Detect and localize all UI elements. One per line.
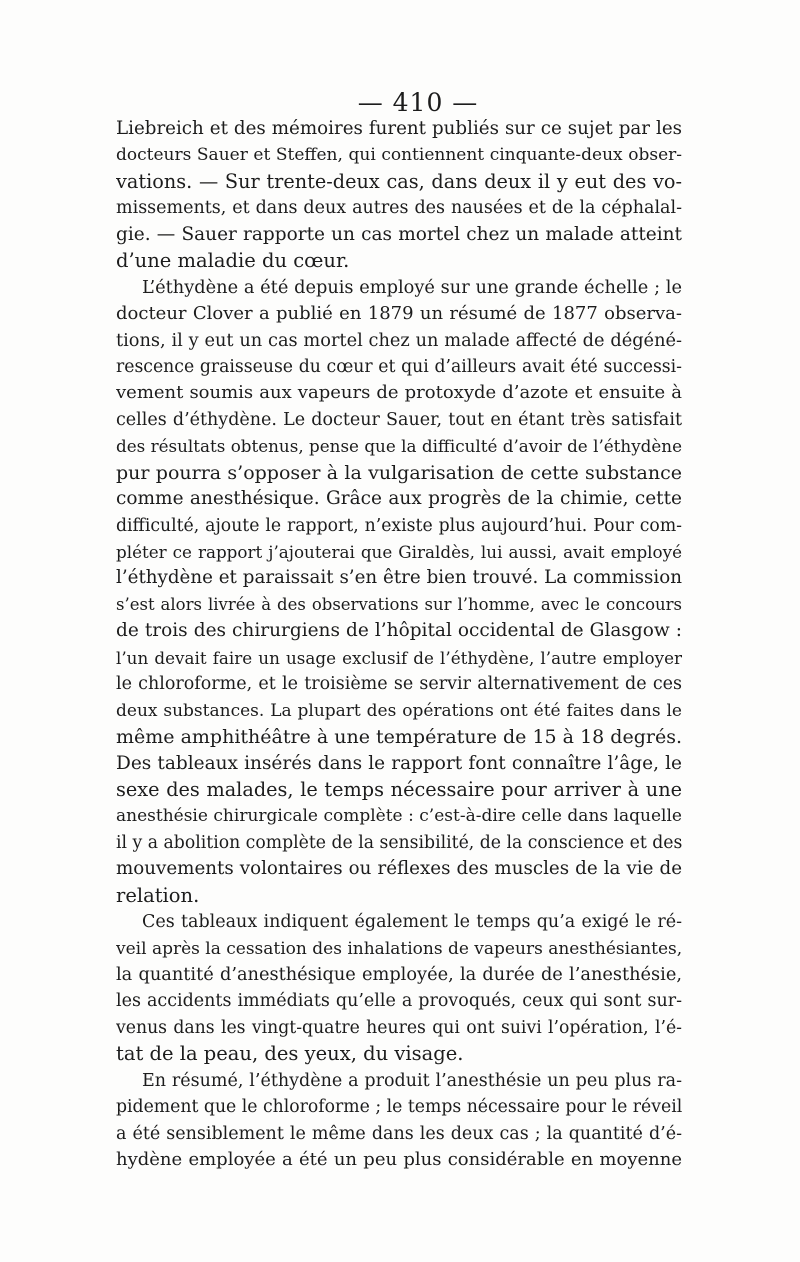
text-line: veil après la cessation des inhalations de vapeurs anesthésiantes,	[116, 938, 682, 959]
text-line: sexe des malades, le temps nécessaire pour arriver à une	[116, 777, 682, 801]
text-line: la quantité d’anesthésique employée, la durée de l’anesthésie,	[116, 965, 682, 985]
text-line: tions, il y eut un cas mortel chez un malade affecté de dégéné-	[116, 330, 682, 351]
text-line: relation.	[116, 883, 200, 907]
text-line: il y a abolition complète de la sensibilité, de la conscience et des	[116, 832, 682, 853]
text-line: Des tableaux insérés dans le rapport font connaître l’âge, le	[116, 752, 682, 774]
text-line: deux substances. La plupart des opérations ont été faites dans le	[116, 700, 682, 721]
text-line: L’éthydène a été depuis employé sur une grande échelle ; le	[142, 277, 682, 298]
text-line: des résultats obtenus, pense que la difficulté d’avoir de l’éthydène	[116, 436, 682, 457]
text-line: En résumé, l’éthydène a produit l’anesthésie un peu plus ra-	[142, 1070, 682, 1091]
text-line: hydène employée a été un peu plus considérable en moyenne	[116, 1149, 682, 1171]
text-line: pur pourra s’opposer à la vulgarisation de cette substance	[116, 461, 682, 484]
text-line: les accidents immédiats qu’elle a provoqués, ceux qui sont sur-	[116, 991, 682, 1012]
text-line: le chloroforme, et le troisième se servir alternativement de ces	[116, 674, 682, 695]
text-line: celles d’éthydène. Le docteur Sauer, tout en étant très satisfait	[116, 409, 682, 430]
text-line: Liebreich et des mémoires furent publiés sur ce sujet par les	[116, 118, 682, 139]
text-line: pléter ce rapport j’ajouterai que Giraldès, lui aussi, avait employé	[116, 542, 682, 562]
page-number: — 410 —	[357, 88, 479, 117]
text-line: même amphithéâtre à une température de 15 à 18 degrés.	[116, 726, 682, 749]
text-line: s’est alors livrée à des observations sur l’homme, avec le concours	[116, 594, 682, 614]
text-line: a été sensiblement le même dans les deux cas ; la quantité d’é-	[116, 1123, 682, 1144]
text-line: mouvements volontaires ou réflexes des muscles de la vie de	[116, 858, 682, 880]
text-line: rescence graisseuse du cœur et qui d’ailleurs avait été successi-	[116, 356, 682, 377]
text-line: venus dans les vingt-quatre heures qui ont suivi l’opération, l’é-	[116, 1017, 682, 1038]
text-line: vations. — Sur trente-deux cas, dans deux il y eut des vo-	[116, 169, 682, 193]
text-line: docteurs Sauer et Steffen, qui contiennent cinquante-deux obser-	[116, 145, 682, 166]
text-line: gie. — Sauer rapporte un cas mortel chez un malade atteint	[116, 223, 682, 245]
text-line: de trois des chirurgiens de l’hôpital occidental de Glasgow :	[116, 620, 682, 642]
body-text	[116, 116, 682, 1174]
text-line: difficulté, ajoute le rapport, n’existe plus aujourd’hui. Pour com-	[116, 515, 682, 536]
text-line: l’éthydène et paraissait s’en être bien trouvé. La commission	[116, 567, 682, 589]
text-line: Ces tableaux indiquent également le temps qu’a exigé le ré-	[142, 912, 682, 933]
text-line: pidement que le chloroforme ; le temps nécessaire pour le réveil	[116, 1097, 682, 1118]
text-line: anesthésie chirurgicale complète : c’est-à-dire celle dans laquelle	[116, 806, 682, 827]
text-line: tat de la peau, des yeux, du visage.	[116, 1042, 464, 1066]
text-line: l’un devait faire un usage exclusif de l’éthydène, l’autre employer	[116, 647, 682, 668]
text-line: comme anesthésique. Grâce aux progrès de la chimie, cette	[116, 488, 682, 510]
text-line: vement soumis aux vapeurs de protoxyde d’azote et ensuite à	[116, 382, 682, 404]
text-line: d’une maladie du cœur.	[116, 249, 350, 273]
text-line: missements, et dans deux autres des nausées et de la céphalal-	[116, 198, 682, 219]
text-line: docteur Clover a publié en 1879 un résumé de 1877 observa-	[116, 303, 682, 325]
